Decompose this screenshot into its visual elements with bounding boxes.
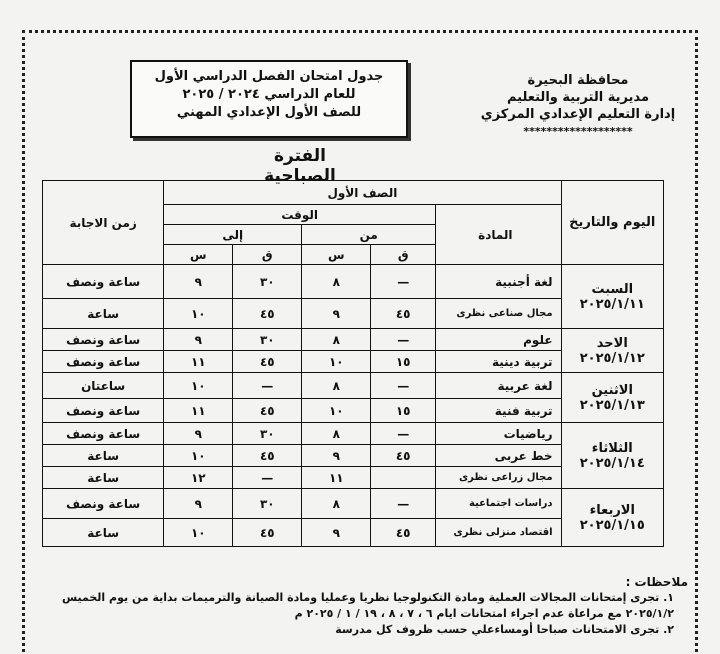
subject-cell: خط عربى xyxy=(436,445,561,467)
table-row xyxy=(43,423,664,445)
stars-divider: ******************* xyxy=(523,125,633,138)
to-hour-cell: ١١ xyxy=(164,399,233,423)
duration-cell: ساعة xyxy=(43,445,164,467)
from-hour-cell: ٩ xyxy=(302,519,371,547)
day-date-cell xyxy=(561,265,663,329)
from-hour-cell: ١١ xyxy=(302,467,371,489)
subject-cell: لغة أجنبية xyxy=(436,265,561,299)
day-date-cell xyxy=(561,423,663,489)
gov-line: مديرية التربية والتعليم xyxy=(506,90,650,105)
subject-cell: مجال صناعى نظرى xyxy=(436,299,561,329)
period-title: الفترة الصباحية xyxy=(264,146,336,186)
notes-heading: ملاحظات : xyxy=(625,575,688,589)
from-minute-cell: ١٥ xyxy=(371,399,436,423)
col-day-header: اليوم والتاريخ xyxy=(561,181,663,265)
subject-cell: اقتصاد منزلى نظرى xyxy=(436,519,561,547)
to-hour-cell: ١١ xyxy=(164,351,233,373)
to-minute-cell: ٤٥ xyxy=(233,399,302,423)
from-minute-cell: — xyxy=(371,489,436,519)
subject-cell: تربية فنية xyxy=(436,399,561,423)
from-hour-cell: ١٠ xyxy=(302,351,371,373)
subject-cell: دراسات اجتماعية xyxy=(436,489,561,519)
duration-cell: ساعة ونصف xyxy=(43,329,164,351)
to-hour-cell: ٩ xyxy=(164,329,233,351)
from-minute-cell: ٤٥ xyxy=(371,299,436,329)
to-minute-cell: ٣٠ xyxy=(233,265,302,299)
to-minute-cell: ٤٥ xyxy=(233,299,302,329)
col-from-s: س xyxy=(302,245,371,265)
from-minute-cell: — xyxy=(371,265,436,299)
subject-cell: رياضيات xyxy=(436,423,561,445)
duration-cell: ساعة ونصف xyxy=(43,399,164,423)
exam-date: ٢٠٢٥/١/١١ xyxy=(579,296,645,312)
col-duration-header: زمن الاجابة xyxy=(43,181,164,265)
subject-cell: مجال زراعى نظرى xyxy=(436,467,561,489)
duration-cell: ساعة xyxy=(43,299,164,329)
title-line: للعام الدراسي ٢٠٢٤ / ٢٠٢٥ xyxy=(182,87,356,102)
from-minute-cell: — xyxy=(371,423,436,445)
exam-date: ٢٠٢٥/١/١٢ xyxy=(579,350,645,366)
gov-line: إدارة التعليم الإعدادي المركزي xyxy=(480,107,676,122)
col-from-header: من xyxy=(302,225,436,245)
exam-schedule-table xyxy=(42,180,664,547)
from-minute-cell: — xyxy=(371,373,436,399)
from-minute-cell: ٤٥ xyxy=(371,445,436,467)
from-hour-cell: ٨ xyxy=(302,489,371,519)
exam-date: ٢٠٢٥/١/١٥ xyxy=(579,517,645,533)
table-row xyxy=(43,265,664,299)
duration-cell: ساعة xyxy=(43,467,164,489)
table-row xyxy=(43,373,664,399)
col-grade-header: الصف الأول xyxy=(164,181,561,205)
subject-cell: لغة عربية xyxy=(436,373,561,399)
gov-line: محافظة البحيرة xyxy=(527,73,629,88)
col-time-header: الوقت xyxy=(164,205,436,225)
from-minute-cell: ١٥ xyxy=(371,351,436,373)
duration-cell: ساعة xyxy=(43,519,164,547)
to-minute-cell: ٣٠ xyxy=(233,329,302,351)
to-hour-cell: ١٠ xyxy=(164,445,233,467)
duration-cell: ساعة ونصف xyxy=(43,423,164,445)
to-hour-cell: ١٠ xyxy=(164,373,233,399)
table-row xyxy=(43,489,664,519)
col-subject-header: المادة xyxy=(436,205,561,265)
exam-date: ٢٠٢٥/١/١٤ xyxy=(579,455,645,471)
day-name: الثلاثاء xyxy=(591,440,633,456)
note-item: ٢. تجرى الامتحانات صباحا أومساءعلي حسب ظروف كل مدرسة xyxy=(335,623,674,636)
day-date-cell xyxy=(561,489,663,547)
notes-section xyxy=(38,574,688,638)
col-from-q: ق xyxy=(371,245,436,265)
from-hour-cell: ٨ xyxy=(302,329,371,351)
day-date-cell xyxy=(561,373,663,423)
duration-cell: ساعة ونصف xyxy=(43,351,164,373)
from-hour-cell: ١٠ xyxy=(302,399,371,423)
from-minute-cell xyxy=(371,467,436,489)
col-to-s: س xyxy=(164,245,233,265)
from-hour-cell: ٩ xyxy=(302,299,371,329)
to-minute-cell: — xyxy=(233,373,302,399)
exam-date: ٢٠٢٥/١/١٣ xyxy=(579,397,645,413)
duration-cell: ساعتان xyxy=(43,373,164,399)
exam-title-box xyxy=(130,60,408,138)
to-minute-cell: ٤٥ xyxy=(233,445,302,467)
from-hour-cell: ٨ xyxy=(302,423,371,445)
from-hour-cell: ٨ xyxy=(302,373,371,399)
col-to-q: ق xyxy=(233,245,302,265)
to-minute-cell: ٣٠ xyxy=(233,423,302,445)
to-hour-cell: ١٢ xyxy=(164,467,233,489)
subject-cell: علوم xyxy=(436,329,561,351)
col-to-header: إلى xyxy=(164,225,302,245)
to-minute-cell: ٤٥ xyxy=(233,351,302,373)
to-minute-cell: — xyxy=(233,467,302,489)
note-item: ١. تجرى إمتحانات المجالات العملية ومادة التكنولوجيا نظريا وعمليا ومادة الصيانة والترميمات بداية من يوم الخميس ٢٠٢٥/١/٢ مع مراعاة عدم اجراء امتحانات ايام ٦ ، ٧ ، ٨ ، ١٩ / ١ / ٢٠٢٥ م xyxy=(61,591,674,620)
duration-cell: ساعة ونصف xyxy=(43,265,164,299)
from-hour-cell: ٨ xyxy=(302,265,371,299)
to-hour-cell: ١٠ xyxy=(164,299,233,329)
day-date-cell xyxy=(561,329,663,373)
to-minute-cell: ٤٥ xyxy=(233,519,302,547)
governorate-header xyxy=(478,72,678,140)
to-hour-cell: ٩ xyxy=(164,423,233,445)
to-minute-cell: ٣٠ xyxy=(233,489,302,519)
day-name: الاثنين xyxy=(591,382,633,398)
from-minute-cell: — xyxy=(371,329,436,351)
title-line: جدول امتحان الفصل الدراسي الأول xyxy=(154,69,384,84)
to-hour-cell: ٩ xyxy=(164,489,233,519)
table-row xyxy=(43,329,664,351)
title-line: للصف الأول الإعدادي المهني xyxy=(176,105,362,120)
day-name: السبت xyxy=(591,281,634,297)
to-hour-cell: ٩ xyxy=(164,265,233,299)
from-hour-cell: ٩ xyxy=(302,445,371,467)
day-name: الاحد xyxy=(596,335,628,351)
day-name: الاربعاء xyxy=(589,502,635,518)
duration-cell: ساعة ونصف xyxy=(43,489,164,519)
schedule-body xyxy=(43,181,664,547)
to-hour-cell: ١٠ xyxy=(164,519,233,547)
subject-cell: تربية دينية xyxy=(436,351,561,373)
from-minute-cell: ٤٥ xyxy=(371,519,436,547)
